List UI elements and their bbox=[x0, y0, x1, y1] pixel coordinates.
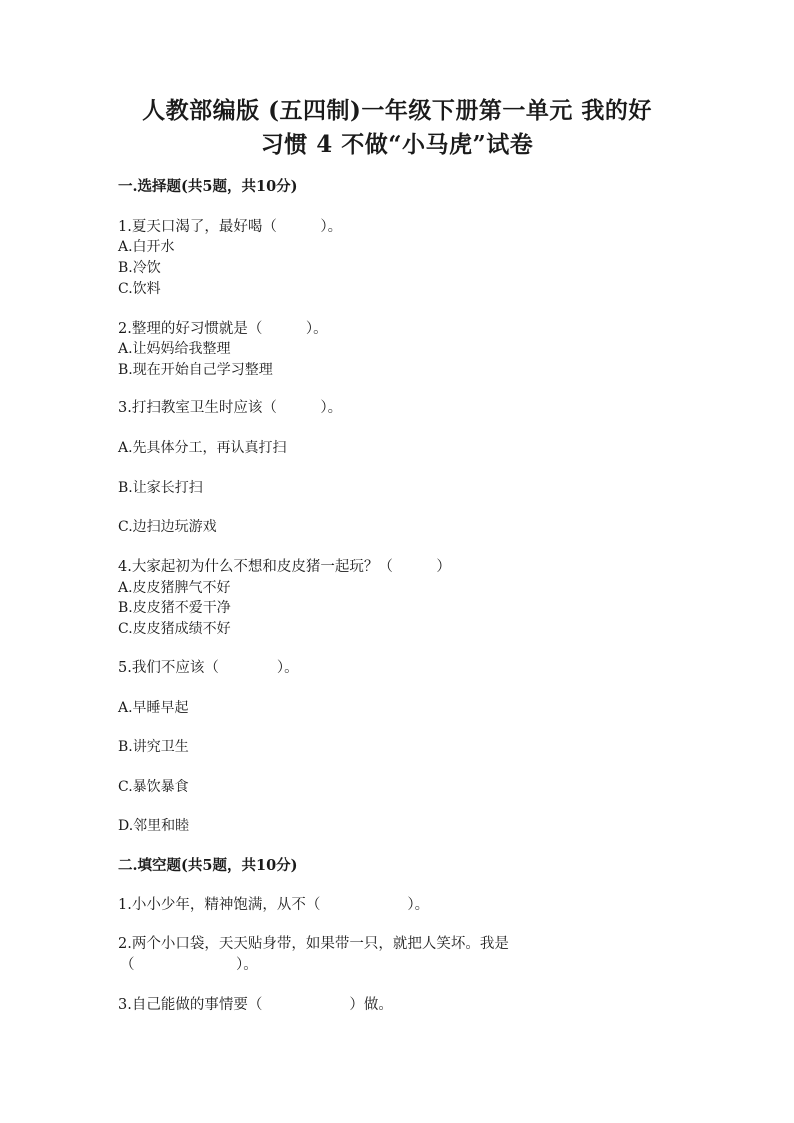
question-option: A.早睡早起 bbox=[118, 700, 189, 716]
question-option: D.邻里和睦 bbox=[118, 818, 190, 834]
question-option: C.边扫边玩游戏 bbox=[118, 519, 217, 535]
question-stem: 3.自己能做的事情要（ ）做。 bbox=[118, 997, 393, 1013]
question-option: B.现在开始自己学习整理 bbox=[118, 362, 273, 378]
question-option: A.让妈妈给我整理 bbox=[118, 341, 231, 357]
section-heading-choice: 一.选择题(共5题，共10分) bbox=[118, 178, 298, 195]
exam-title-line-2: 习惯 4 不做“小马虎”试卷 bbox=[260, 131, 534, 158]
question-stem: 2.整理的好习惯就是（ ）。 bbox=[118, 321, 328, 337]
question-option: A.皮皮猪脾气不好 bbox=[118, 580, 231, 596]
question-option: C.皮皮猪成绩不好 bbox=[118, 621, 231, 637]
question-option: C.饮料 bbox=[118, 281, 161, 297]
question-option: B.让家长打扫 bbox=[118, 480, 203, 496]
question-stem: 2.两个小口袋，天天贴身带，如果带一只，就把人笑坏。我是 bbox=[118, 936, 509, 952]
question-option: B.讲究卫生 bbox=[118, 739, 189, 755]
question-stem: 5.我们不应该（ ）。 bbox=[118, 660, 299, 676]
question-stem: 3.打扫教室卫生时应该（ ）。 bbox=[118, 400, 343, 416]
question-stem-continuation: （ ）。 bbox=[120, 957, 258, 973]
exam-title-line-1: 人教部编版 (五四制)一年级下册第一单元 我的好 bbox=[142, 97, 652, 124]
question-stem: 1.小小少年，精神饱满，从不（ ）。 bbox=[118, 897, 430, 913]
question-stem: 1.夏天口渴了，最好喝（ ）。 bbox=[118, 219, 343, 235]
question-option: A.先具体分工，再认真打扫 bbox=[118, 440, 287, 456]
question-option: C.暴饮暴食 bbox=[118, 779, 189, 795]
question-option: A.白开水 bbox=[118, 239, 175, 255]
section-heading-fill: 二.填空题(共5题，共10分) bbox=[118, 857, 298, 874]
question-option: B.皮皮猪不爱干净 bbox=[118, 600, 231, 616]
question-option: B.冷饮 bbox=[118, 260, 161, 276]
question-stem: 4.大家起初为什么不想和皮皮猪一起玩？（ ） bbox=[118, 559, 451, 575]
